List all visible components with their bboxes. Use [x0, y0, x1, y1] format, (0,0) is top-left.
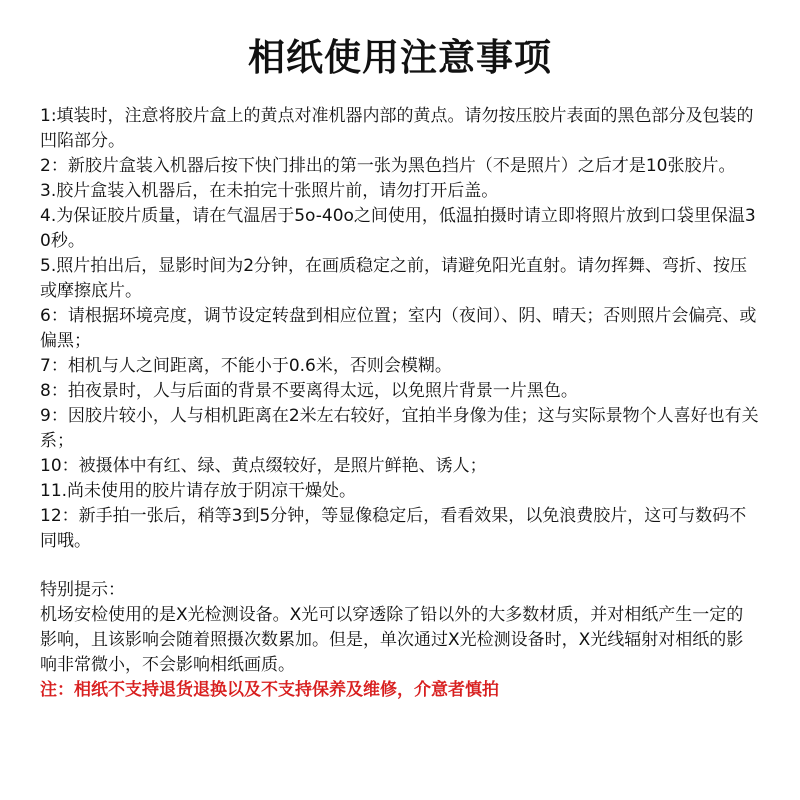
rule-item-5: 5.照片拍出后，显影时间为2分钟，在画质稳定之前，请避免阳光直射。请勿挥舞、弯折、按压或摩擦底片。: [40, 256, 748, 301]
rules-list: [40, 104, 760, 554]
warning-note: 注：相纸不支持退货退换以及不支持保养及维修，介意者慎拍: [40, 680, 499, 700]
rule-item-2: 2：新胶片盒装入机器后按下快门排出的第一张为黑色挡片（不是照片）之后才是10张胶片。: [40, 156, 736, 176]
rule-item-4: 4.为保证胶片质量，请在气温居于5o-40o之间使用，低温拍摄时请立即将照片放到口袋里保温30秒。: [40, 206, 756, 251]
notice-body: 机场安检使用的是X光检测设备。X光可以穿透除了铅以外的大多数材质，并对相纸产生一定的影响，且该影响会随着照摄次数累加。但是，单次通过X光检测设备时，X光线辐射对相纸的影响非常微小，不会影响相纸画质。: [40, 605, 744, 675]
rule-item-10: 10：被摄体中有红、绿、黄点缀较好，是照片鲜艳、诱人；: [40, 456, 487, 476]
special-notice: [40, 578, 760, 703]
rule-item-12: 12：新手拍一张后，稍等3到5分钟，等显像稳定后，看看效果，以免浪费胶片，这可与数码不同哦。: [40, 506, 747, 551]
rule-item-11: 11.尚未使用的胶片请存放于阴凉干燥处。: [40, 481, 357, 501]
rule-item-8: 8：拍夜景时，人与后面的背景不要离得太远，以免照片背景一片黑色。: [40, 381, 578, 401]
page-title: 相纸使用注意事项: [248, 36, 552, 79]
rule-item-9: 9：因胶片较小，人与相机距离在2米左右较好，宜拍半身像为佳；这与实际景物个人喜好也有关系；: [40, 406, 759, 451]
notice-heading: 特别提示：: [40, 580, 125, 600]
rule-item-3: 3.胶片盒装入机器后，在未拍完十张照片前，请勿打开后盖。: [40, 181, 499, 201]
rule-item-1: 1:填装时，注意将胶片盒上的黄点对准机器内部的黄点。请勿按压胶片表面的黑色部分及包装的凹陷部分。: [40, 106, 754, 151]
rule-item-6: 6：请根据环境亮度，调节设定转盘到相应位置；室内（夜间）、阴、晴天；否则照片会偏亮、或偏黑；: [40, 306, 757, 351]
rule-item-7: 7：相机与人之间距离，不能小于0.6米，否则会模糊。: [40, 356, 452, 376]
